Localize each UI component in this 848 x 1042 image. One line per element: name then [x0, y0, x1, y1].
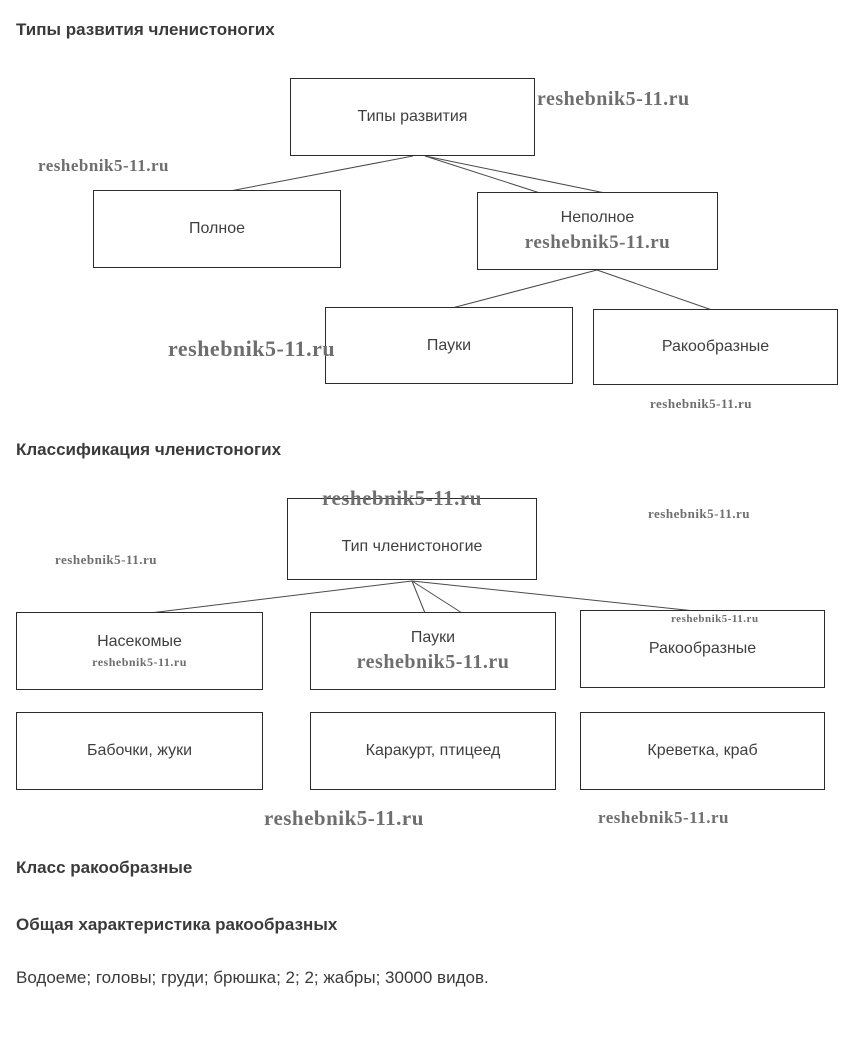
node-label: Ракообразные [661, 338, 770, 356]
watermark: reshebnik5-11.ru [648, 506, 751, 521]
watermark: reshebnik5-11.ru [322, 486, 482, 510]
watermark: reshebnik5-11.ru [168, 336, 336, 361]
section-heading-crustacean-class: Класс ракообразные [16, 858, 193, 877]
watermark: reshebnik5-11.ru [671, 613, 759, 625]
node-label: Каракурт, птицеед [365, 742, 501, 760]
node-label: Бабочки, жуки [86, 742, 193, 760]
node-spiders-development [325, 307, 573, 384]
node-label: Тип членистоногие [341, 538, 483, 556]
watermark: reshebnik5-11.ru [524, 231, 671, 253]
node-label: Полное [188, 220, 245, 238]
watermark: reshebnik5-11.ru [55, 552, 158, 567]
node-insects [16, 612, 263, 690]
node-insects-examples [16, 712, 263, 790]
section-heading-development-types: Типы развития членистоногих [16, 20, 275, 39]
answer-text: Водоеме; головы; груди; брюшка; 2; 2; жабры; 30000 видов. [16, 968, 489, 987]
node-spiders-examples [310, 712, 556, 790]
node-development-root [290, 78, 535, 156]
node-crustaceans-class [580, 610, 825, 688]
node-label: Неполное [560, 209, 635, 227]
node-label: Типы развития [357, 108, 468, 126]
section-heading-classification: Классификация членистоногих [16, 440, 282, 459]
watermark: reshebnik5-11.ru [92, 655, 187, 670]
section-heading-crustacean-characteristics: Общая характеристика ракообразных [16, 915, 338, 934]
watermark: reshebnik5-11.ru [264, 806, 424, 830]
node-crustaceans-examples [580, 712, 825, 790]
node-label: Ракообразные [648, 640, 757, 658]
watermark: reshebnik5-11.ru [650, 396, 753, 411]
node-incomplete-development [477, 192, 718, 270]
node-crustaceans-development [593, 309, 838, 385]
watermark: reshebnik5-11.ru [356, 651, 510, 674]
node-label: Пауки [426, 336, 472, 354]
node-spiders-class [310, 612, 556, 690]
node-label: Пауки [410, 628, 456, 646]
watermark: reshebnik5-11.ru [38, 156, 169, 175]
node-label: Насекомые [97, 632, 182, 650]
node-label: Креветка, краб [647, 742, 758, 760]
node-complete-development [93, 190, 341, 268]
watermark: reshebnik5-11.ru [537, 88, 690, 110]
watermark: reshebnik5-11.ru [598, 808, 729, 827]
